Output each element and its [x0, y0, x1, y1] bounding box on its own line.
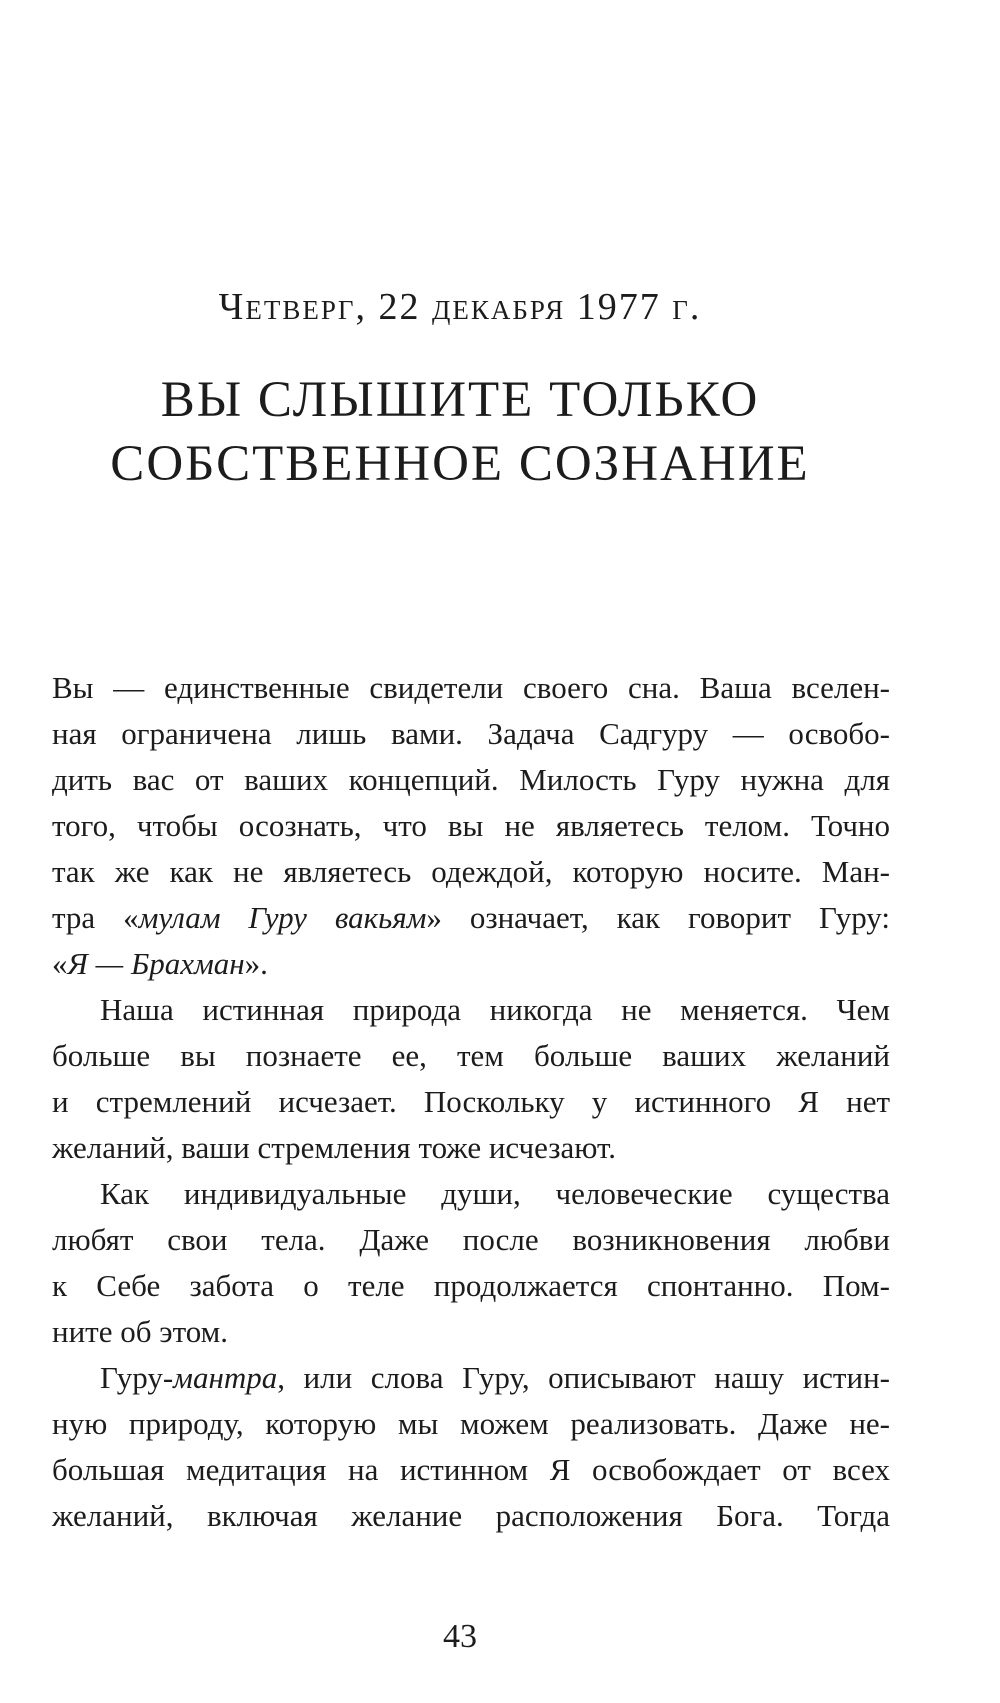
text-run: ную природу, которую мы можем реализовать. Даже не- [52, 1406, 890, 1441]
chapter-title-line: ВЫ СЛЫШИТЕ ТОЛЬКО [160, 372, 760, 428]
chapter-title [0, 368, 920, 496]
text-line [52, 1355, 890, 1401]
text-run: ». [244, 946, 268, 981]
text-line [52, 1125, 890, 1171]
text-line [52, 1493, 890, 1539]
text-line [52, 803, 890, 849]
text-run: больше вы познаете ее, тем больше ваших желаний [52, 1038, 890, 1073]
text-line [52, 895, 890, 941]
text-run: Вы — единственные свидетели своего сна. Ваша вселен- [52, 670, 890, 705]
text-run: и стремлений исчезает. Поскольку у истинного Я нет [52, 1084, 890, 1119]
text-line [52, 757, 890, 803]
text-line [52, 1079, 890, 1125]
chapter-dateline: Четверг, 22 декабря 1977 г. [218, 286, 702, 328]
text-line [52, 987, 890, 1033]
text-run: желаний, ваши стремления тоже исчезают. [52, 1130, 617, 1165]
text-run: большая медитация на истинном Я освобождает от всех [52, 1452, 890, 1487]
body-paragraph [52, 987, 890, 1171]
text-line [52, 1401, 890, 1447]
text-line [52, 1033, 890, 1079]
text-line [52, 941, 890, 987]
text-run: » означает, как говорит Гуру: [426, 900, 890, 935]
text-run: ните об этом. [52, 1314, 228, 1349]
text-run: Наша истинная природа никогда не меняется. Чем [100, 992, 890, 1027]
text-line [52, 1217, 890, 1263]
text-line [52, 1309, 890, 1355]
text-run: Как индивидуальные души, человеческие существа [100, 1176, 890, 1211]
body-paragraph [52, 1171, 890, 1355]
text-run: желаний, включая желание расположения Бога. Тогда [52, 1498, 890, 1533]
text-run: любят свои тела. Даже после возникновения любви [52, 1222, 890, 1257]
text-line [52, 1447, 890, 1493]
italic-term: мантра [173, 1360, 278, 1395]
text-run: « [52, 946, 68, 981]
body-paragraph [52, 665, 890, 987]
italic-term: мулам Гуру вакьям [138, 900, 427, 935]
text-run: Гуру- [100, 1360, 174, 1395]
text-run: , или слова Гуру, описывают нашу истин- [277, 1360, 890, 1395]
text-line [52, 1171, 890, 1217]
text-run: того, чтобы осознать, что вы не являетесь телом. Точно [52, 808, 890, 843]
text-run: ная ограничена лишь вами. Задача Садгуру — освобо- [52, 716, 890, 751]
text-run: так же как не являетесь одеждой, которую носите. Ман- [52, 854, 890, 889]
body-paragraph [52, 1355, 890, 1539]
text-line [52, 849, 890, 895]
chapter-title-line: СОБСТВЕННОЕ СОЗНАНИЕ [110, 436, 810, 492]
text-run: тра « [52, 900, 139, 935]
text-line [52, 711, 890, 757]
page-number: 43 [443, 1618, 477, 1655]
text-run: к Себе забота о теле продолжается спонтанно. Пом- [52, 1268, 890, 1303]
italic-term: Я — Брахман [67, 946, 245, 981]
text-line [52, 665, 890, 711]
text-run: дить вас от ваших концепций. Милость Гуру нужна для [52, 762, 890, 797]
body-text [52, 665, 890, 1539]
text-line [52, 1263, 890, 1309]
